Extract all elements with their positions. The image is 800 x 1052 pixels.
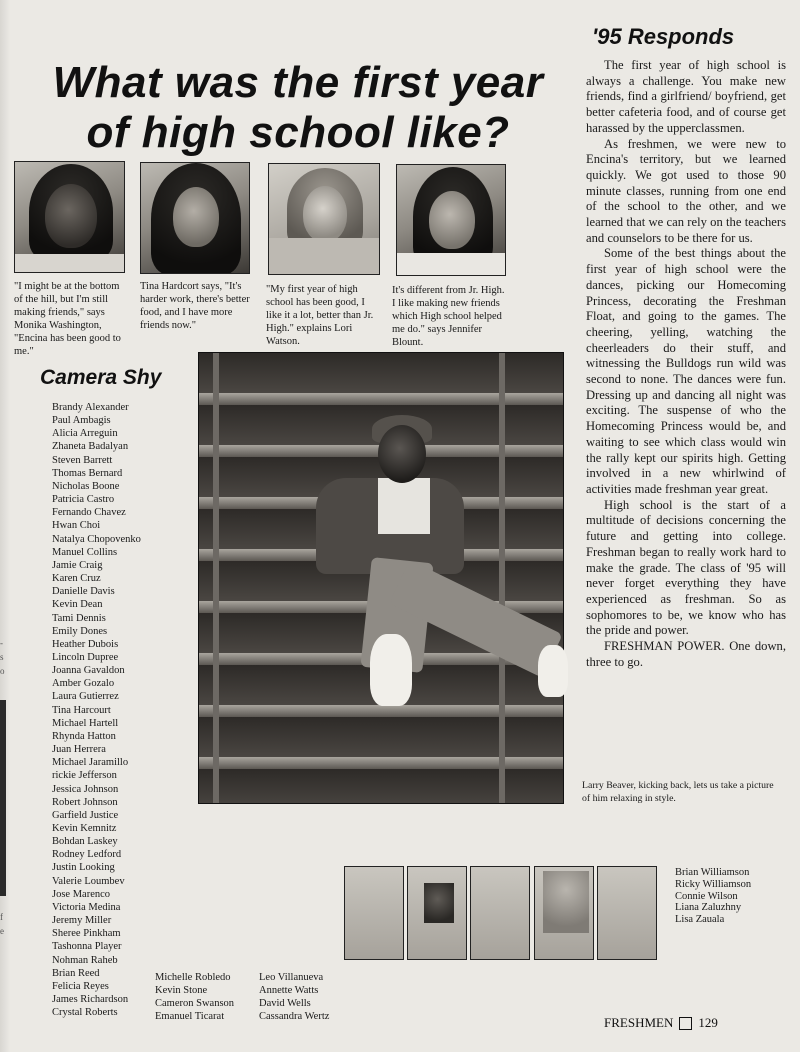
camera-shy-list-second [155, 971, 265, 1024]
name-list-item: rickie Jefferson [52, 770, 117, 782]
quote-caption-tina: Tina Hardcort says, "It's harder work, there's better food, and I have more friends now." [140, 281, 250, 331]
name-list-item: Cassandra Wertz [259, 1011, 330, 1023]
name-list-item: Connie Wilson [675, 890, 738, 902]
page-number: 129 [698, 1015, 718, 1030]
name-list-item: Laura Gutierrez [52, 691, 119, 703]
name-list-item: Hwan Choi [52, 520, 101, 532]
name-list-item: Natalya Chopovenko [52, 533, 141, 545]
footer-section: FRESHMEN [604, 1015, 674, 1030]
footer-box-icon [679, 1017, 692, 1030]
name-list-item: Crystal Roberts [52, 1007, 118, 1019]
name-list-item: David Wells [259, 998, 311, 1010]
edge-fragment: - [0, 638, 3, 648]
student-photo-monika [14, 161, 125, 273]
name-list-item: Liana Zaluzhny [675, 902, 742, 914]
edge-fragment: s [0, 652, 4, 662]
camera-shy-list-main [52, 401, 192, 1019]
person-shoe [538, 645, 568, 697]
name-list-item: Robert Johnson [52, 796, 118, 808]
name-list-item: Nohman Raheb [52, 954, 118, 966]
name-list-item: Rhynda Hatton [52, 730, 116, 742]
portrait-photo [470, 866, 530, 960]
name-list-item: Paul Ambagis [52, 415, 111, 427]
edge-fragment: e [0, 926, 4, 936]
page-headline [28, 58, 568, 158]
article-paragraph: Some of the best things about the first year of high school were the dances, picking our Homecoming Princess, decorating the Freshman Float, and going to the games. The cheering, yelling, watching the cheerleaders do their stuff, and witnessing the Bulldogs run wild was second to none. The dances were fun. Dressing up and dancing all night was exciting. The suspense of who the Homecoming Princess would be, and waiting to see which class would win the rally kept our spirits high. Getting involved in a new whirlwind of activities made freshman year great. [586, 246, 786, 496]
name-list-item: Brian Reed [52, 967, 100, 979]
name-list-item: Brian Williamson [675, 867, 750, 878]
name-list-item: Emanuel Ticarat [155, 1011, 225, 1023]
name-list-item: Kevin Kemnitz [52, 823, 117, 834]
edge-fragment: o [0, 666, 5, 676]
name-list-item: Patricia Castro [52, 494, 115, 506]
name-list-item: Bohdan Laskey [52, 836, 118, 848]
name-list-item: Jamie Craig [52, 559, 103, 571]
name-list-item: Victoria Medina [52, 901, 121, 913]
name-list-item: Michael Hartell [52, 717, 119, 729]
name-list-item: Leo Villanueva [259, 972, 324, 983]
name-list-item: Lisa Zauala [675, 914, 725, 926]
name-list-item: Kevin Stone [155, 985, 208, 997]
name-list-item: Fernando Chavez [52, 507, 126, 519]
name-list-item: Ricky Williamson [675, 878, 752, 890]
headline-line-1: What was the first year [52, 58, 544, 107]
name-list-item: Joanna Gavaldon [52, 665, 125, 677]
name-list-item: Justin Looking [52, 862, 115, 874]
name-list-item: Rodney Ledford [52, 849, 122, 861]
person-head [378, 425, 426, 483]
headline-line-2: of high school like? [86, 108, 510, 157]
portrait-photo [344, 866, 404, 960]
name-list-item: Alicia Arreguin [52, 428, 118, 440]
article-paragraph: High school is the start of a multitude of decisions concerning the future and getting into college. Freshman began to really work hard to make the grade. The class of '95 will never forget everything they have experienced as freshman. So as sophomores to be, we know who has the pride and power. [586, 497, 786, 638]
name-list-item: Juan Herrera [52, 744, 106, 756]
quote-caption-lori: "My first year of high school has been good, I like it a lot, better than Jr. High." explains Lori Watson. [266, 284, 374, 347]
name-list-item: Brandy Alexander [52, 402, 129, 413]
student-photo-tina [140, 162, 250, 274]
name-list-item: Manuel Collins [52, 546, 118, 558]
person-shirt [378, 478, 430, 534]
page-footer [604, 1015, 718, 1031]
name-list-item: Steven Barrett [52, 454, 113, 466]
name-list-item: Annette Watts [259, 985, 319, 997]
name-list-item: Sheree Pinkham [52, 928, 121, 940]
name-list-item: Lincoln Dupree [52, 651, 119, 663]
name-list-item: Heather Dubois [52, 638, 119, 650]
name-list-item: Michelle Robledo [155, 972, 231, 983]
portrait-names-list [675, 867, 785, 926]
name-list-item: Jeremy Miller [52, 915, 112, 927]
quote-caption-jennifer: It's different from Jr. High. I like making new friends which High school helped me do." says Jennifer Blount. [392, 285, 505, 348]
adjacent-page-photo [0, 700, 6, 896]
name-list-item: Michael Jaramillo [52, 757, 129, 769]
article-paragraph: FRESHMAN POWER. One down, three to go. [586, 639, 786, 669]
name-list-item: Felicia Reyes [52, 980, 109, 992]
name-list-item: Garfield Justice [52, 809, 119, 821]
name-list-item: Danielle Davis [52, 586, 115, 598]
portrait-photo [597, 866, 657, 960]
name-list-item: Jessica Johnson [52, 783, 119, 795]
name-list-item: Zhaneta Badalyan [52, 441, 129, 453]
portrait-photo [407, 866, 467, 960]
article-body [586, 58, 786, 670]
name-list-item: Thomas Bernard [52, 467, 123, 479]
photo-caption: Larry Beaver, kicking back, lets us take a picture of him relaxing in style. [582, 780, 774, 804]
article-paragraph: As freshmen, we were new to Encina's territory, but we learned quickly. We got used to those 90 minute classes, running from one end of the school to the other, and we learned that we can rely on the teachers and counselors to be there for us. [586, 136, 786, 245]
name-list-item: Tina Harcourt [52, 704, 111, 716]
name-list-item: Tashonna Player [52, 941, 122, 953]
name-list-item: Kevin Dean [52, 599, 103, 611]
name-list-item: Cameron Swanson [155, 998, 235, 1010]
name-list-item: Amber Gozalo [52, 678, 115, 690]
name-list-item: Tami Dennis [52, 612, 106, 624]
student-photo-lori [268, 163, 380, 275]
name-list-item: Karen Cruz [52, 573, 101, 585]
portrait-photo [534, 866, 594, 960]
name-list-item: Jose Marenco [52, 888, 111, 900]
article-paragraph: The first year of high school is always a challenge. You make new friends, find a girlfriend/ boyfriend, get better cafeteria food, and of course get harassed by the upperclassmen. [586, 58, 786, 135]
name-list-item: Valerie Loumbev [52, 875, 125, 887]
person-shoe [370, 634, 412, 706]
article-heading: '95 Responds [592, 24, 735, 49]
quote-caption-monika: "I might be at the bottom of the hill, but I'm still making friends," says Monika Washington, "Encina has been good to me." [14, 281, 121, 357]
name-list-item: James Richardson [52, 994, 129, 1006]
name-list-item: Nicholas Boone [52, 480, 120, 492]
camera-shy-list-third [259, 971, 369, 1024]
student-photo-jennifer [396, 164, 506, 276]
name-list-item: Emily Dones [52, 625, 108, 637]
edge-fragment: f [0, 912, 3, 922]
camera-shy-heading: Camera Shy [40, 366, 162, 389]
